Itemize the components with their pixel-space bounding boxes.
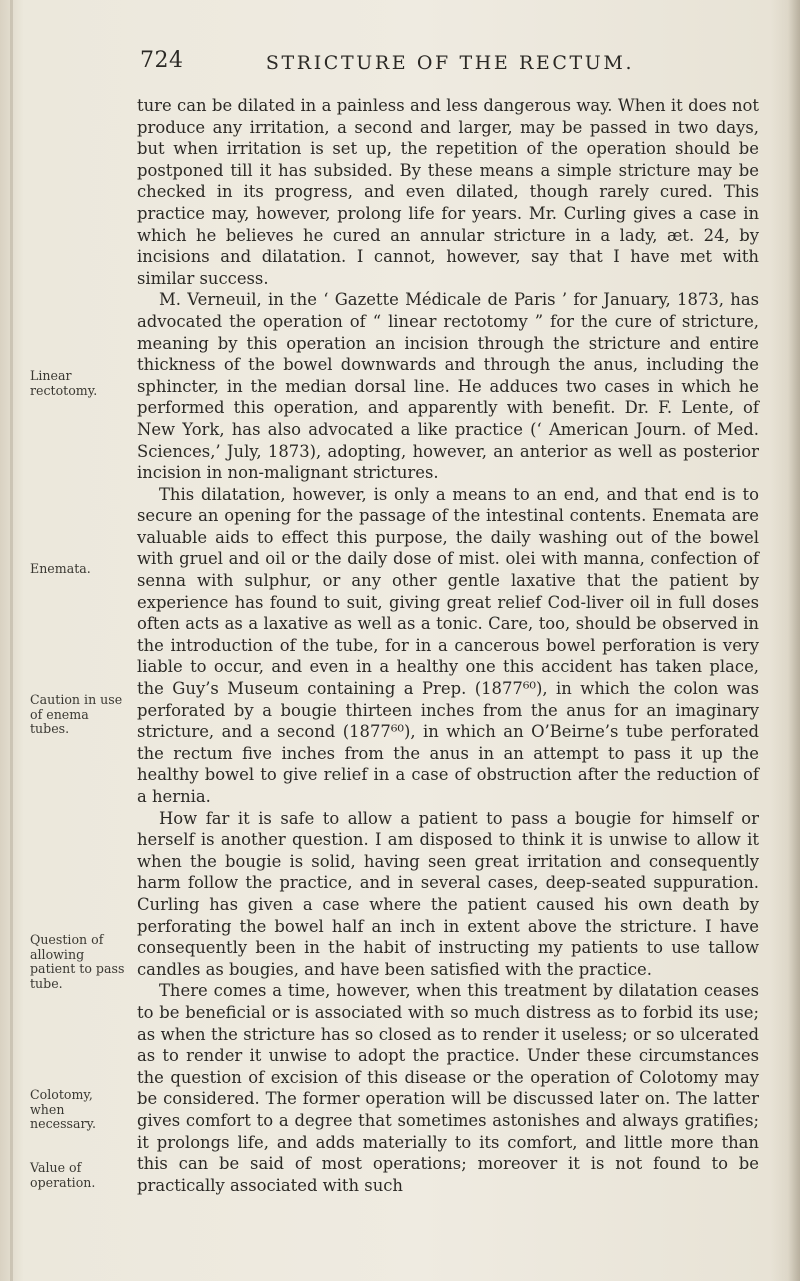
- paragraph: How far it is safe to allow a patient to pass a bougie for himself or herself is another question. I am disposed to think it is unwise to allow it when the bougie is solid, having seen great irritation and consequently harm follow the practice, and in several cases, deep-seated suppuration. Curling has given a case where the patient caused his own death by perforating the bowel half an inch in extent above the stricture. I have consequently been in the habit of instructing my patients to use tallow candles as bougies, and have been satisfied with the practice.: [137, 808, 759, 979]
- margin-note-linear-rectotomy: Linear rectotomy.: [30, 368, 98, 398]
- margin-note-colotomy: Colotomy, when necessary.: [30, 1087, 96, 1131]
- binding-edge: [10, 0, 13, 1281]
- body-text: [137, 95, 759, 1196]
- margin-note-value-operation: Value of operation.: [30, 1160, 96, 1190]
- paragraph: M. Verneuil, in the ‘ Gazette Médicale de Paris ’ for January, 1873, has advocated the operation of “ linear rectotomy ” for the cure of stricture, meaning by this operation an incision through the stricture and entire thickness of the bowel downwards and through the anus, including the sphincter, in the median dorsal line. He adduces two cases in which he performed this operation, and apparently with benefit. Dr. F. Lente, of New York, has also advocated a like practice (‘ American Journ. of Med. Sciences,’ July, 1873), adopting, however, an anterior as well as posterior incision in non-malignant strictures.: [137, 290, 759, 483]
- margin-note-caution-enema: Caution in use of enema tubes.: [30, 692, 123, 736]
- paragraph: There comes a time, however, when this treatment by dilatation ceases to be beneficial or is associated with so much distress as to forbid its use; as when the stricture has so closed as to render it useless; or so ulcerated as to render it unwise to adopt the practice. Under these circumstances the question of excision of this disease or the operation of Colotomy may be considered. The former operation will be discussed later on. The latter gives comfort to a degree that sometimes astonishes and always gratifies; it prolongs life, and adds materially to its comfort, and little more than this can be said of most operations; moreover it is not found to be practically associated with such: [137, 981, 759, 1195]
- page-edge-shadow: [788, 0, 800, 1281]
- page-number: 724: [140, 48, 184, 73]
- margin-note-enemata: Enemata.: [30, 561, 91, 576]
- running-head: STRICTURE OF THE RECTUM.: [265, 52, 635, 74]
- page-header: [140, 48, 760, 78]
- margin-note-question-patient: Question of allowing patient to pass tube.: [30, 932, 125, 991]
- paragraph: This dilatation, however, is only a means to an end, and that end is to secure an opening for the passage of the intestinal contents. Enemata are valuable aids to effect this purpose, the daily washing out of the bowel with gruel and oil or the daily dose of mist. olei with manna, confection of senna with sulphur, or any other gentle laxative that the patient by experience has found to suit, giving great relief Cod-liver oil in full doses often acts as a laxative as well as a tonic. Care, too, should be observed in the introduction of the tube, for in a cancerous bowel perforation is very liable to occur, and even in a healthy one this accident has taken place, the Guy’s Museum containing a Prep. (1877⁶⁰), in which the colon was perforated by a bougie thirteen inches from the anus for an imaginary stricture, and a second (1877⁶⁰), in which an O’Beirne’s tube perforated the rectum five inches from the anus in an attempt to pass it up the healthy bowel to give relief in a case of obstruction after the reduction of a hernia.: [137, 484, 759, 806]
- paragraph: ture can be dilated in a painless and less dangerous way. When it does not produce any irritation, a second and larger, may be passed in two days, but when irritation is set up, the repetition of the operation should be postponed till it has subsided. By these means a simple stricture may be checked in its progress, and even dilated, though rarely cured. This practice may, however, prolong life for years. Mr. Curling gives a case in which he believes he cured an annular stricture in a lady, æt. 24, by incisions and dilatation. I cannot, however, say that I have met with similar success.: [137, 96, 759, 288]
